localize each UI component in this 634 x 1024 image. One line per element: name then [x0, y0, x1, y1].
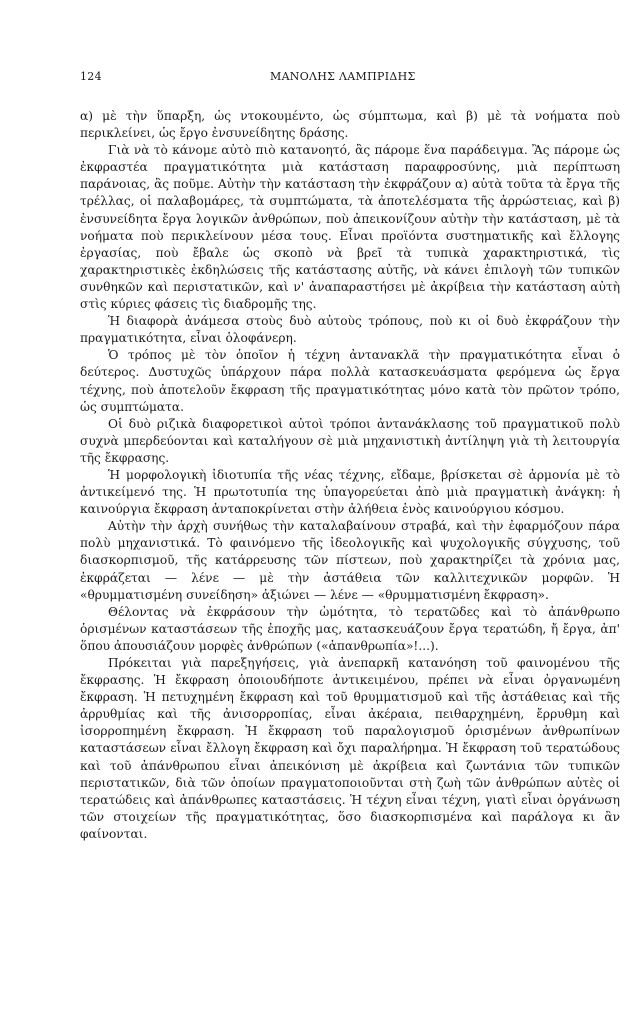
paragraph: Πρόκειται γιὰ παρεξηγήσεις, γιὰ ἀνεπαρκῆ κατανόηση τοῦ φαινομένου τῆς ἔκφρασης. Ἡ ἔκφραση ὁποιουδήποτε ἀντικειμένου, πρέπει νὰ εἶναι ὀργανωμένη ἔκφραση. Ἡ πετυχημένη ἔκφραση καὶ τοῦ θρυμματισμοῦ καὶ τῆς ἀστάθειας καὶ τῆς ἀρρυθμίας καὶ τῆς ἀνισορροπίας, εἶναι ἀκέραια, πειθαρχημένη, ἔρρυθμη καὶ ἰσορροπημένη ἔκφραση. Ἡ ἔκφραση τοῦ παραλογισμοῦ ὁρισμένων ἀνθρωπίνων καταστάσεων εἶναι ἔλλογη ἔκφραση καὶ ὄχι παραλήρημα. Ἡ ἔκφραση τοῦ τερατώδους καὶ τοῦ ἀπάνθρωπου εἶναι ἀπεικόνιση μὲ ἀκρίβεια καὶ ζωντάνια τῶν τυπικῶν περιστατικῶν, διὰ τῶν ὁποίων πραγματοποιοῦνται στὴ ζωὴ τῶν ἀνθρώπων αὐτὲς οἱ τερατώδεις καὶ ἀπάνθρωπες καταστάσεις. Ἡ τέχνη εἶναι τέχνη, γιατὶ εἶναι ὀργάνωση τῶν στοιχείων τῆς πραγματικότητας, ὅσο διασκορπισμένα καὶ παράλογα κι ἂν φαίνονται. — [80, 656, 620, 841]
paragraph: Γιὰ νὰ τὸ κάνομε αὐτὸ πιὸ κατανοητό, ἂς πάρομε ἕνα παράδειγμα. Ἂς πάρομε ὡς ἐκφραστέα πραγματικότητα μιὰ κατάσταση παραφροσύνης, μιὰ περίπτωση παράνοιας, ἂς ποῦμε. Αὐτὴν τὴν κατάσταση τὴν ἐκφράζουν α) αὐτὰ τοῦτα τὰ ἔργα τῆς τρέλλας, οἱ παλαβομάρες, τὰ συμπτώματα, τὰ ἀποτελέσματα τῆς ἀρρώστειας, καὶ β) ἐνσυνείδητα ἔργα λογικῶν ἀνθρώπων, ποὺ ἀπεικονίζουν αὐτὴν τὴν κατάσταση, μὲ τὰ νοήματα ποὺ περικλείνουν μέσα τους. Εἶναι προϊόντα συστηματικῆς καὶ ἔλλογης ἐργασίας, ποὺ ἔβαλε ὡς σκοπὸ νὰ βρεῖ τὰ τυπικὰ χαρακτηριστικά, τὶς χαρακτηριστικὲς ἐκδηλώσεις τῆς κατάστασης αὐτῆς, νὰ κάνει ἐπιλογὴ τῶν τυπικῶν συνθηκῶν καὶ περιστατικῶν, καὶ ν' ἀναπαραστήσει μὲ ἀκρίβεια τὴν κατάσταση αὐτὴ στὶς κύριες φάσεις τὶς διαδρομῆς της. — [80, 143, 620, 312]
body-text — [80, 108, 620, 843]
paragraph: Οἱ δυὸ ριζικὰ διαφορετικοὶ αὐτοὶ τρόποι ἀντανάκλασης τοῦ πραγματικοῦ πολὺ συχνὰ μπερδεύονται καὶ καταλήγουν σὲ μιὰ μηχανιστικὴ ἀντίληψη γιὰ τὴ λειτουργία τῆς ἔκφρασης. — [80, 416, 620, 465]
paragraph: Αὐτὴν τὴν ἀρχὴ συνήθως τὴν καταλαβαίνουν στραβά, καὶ τὴν ἐφαρμόζουν πάρα πολὺ μηχανιστικά. Τὸ φαινόμενο τῆς ἰδεολογικῆς καὶ ψυχολογικῆς σύγχυσης, τοῦ διασκορπισμοῦ, τῆς κατάρρευσης τῶν πίστεων, ποὺ χαρακτηρίζει τὰ χρόνια μας, ἐκφράζεται — λένε — μὲ τὴν ἀστάθεια τῶν καλλιτεχνικῶν μορφῶν. Ἡ «θρυμματισμένη συνείδηση» ἀξιώνει — λένε — «θρυμματισμένη ἔκφραση». — [80, 519, 620, 602]
paragraph: Θέλοντας νὰ ἐκφράσουν τὴν ὠμότητα, τὸ τερατῶδες καὶ τὸ ἀπάνθρωπο ὁρισμένων καταστάσεων τῆς ἐποχῆς μας, κατασκευάζουν ἔργα τερατώδη, ἤ ἔργα, ἀπ' ὅπου ἀπουσιάζουν μορφὲς ἀνθρώπων («ἀπανθρωπία»!...). — [80, 604, 620, 653]
running-head-author: ΜΑΝΟΛΗΣ ΛΑΜΠΡΙΔΗΣ — [270, 70, 416, 83]
paragraph: Ἡ μορφολογικὴ ἰδιοτυπία τῆς νέας τέχνης, εἴδαμε, βρίσκεται σὲ ἁρμονία μὲ τὸ ἀντικείμενό της. Ἡ πρωτοτυπία της ὑπαγορεύεται ἀπὸ μιὰ πραγματικὴ ἀνάγκη: ἡ καινούργια ἔκφραση ἀνταποκρίνεται στὴν ἀλήθεια ἑνὸς καινούργιου κόσμου. — [80, 467, 620, 517]
paragraph: Ἡ διαφορὰ ἀνάμεσα στοὺς δυὸ αὐτοὺς τρόπους, ποὺ κι οἱ δυὸ ἐκφράζουν τὴν πραγματικότητα, εἶναι ὁλοφάνερη. — [80, 314, 620, 346]
book-page — [80, 70, 620, 843]
paragraph: α) μὲ τὴν ὕπαρξη, ὡς ντοκουμέντο, ὡς σύμπτωμα, καὶ β) μὲ τὰ νοήματα ποὺ περικλείνει, ὡς ἔργο ἐνσυνείδητης δράσης. — [80, 109, 620, 141]
paragraph: Ὁ τρόπος μὲ τὸν ὁποῖον ἡ τέχνη ἀντανακλᾶ τὴν πραγματικότητα εἶναι ὁ δεύτερος. Δυστυχῶς ὑπάρχουν πάρα πολλὰ κατασκευάσματα φερόμενα ὡς ἔργα τέχνης, ποὺ ἀποτελοῦν ἔκφραση τῆς πραγματικότητας μόνο κατὰ τὸν πρῶτον τρόπο, ὡς συμπτώματα. — [80, 348, 620, 414]
page-number: 124 — [80, 70, 102, 83]
running-head — [80, 70, 620, 94]
